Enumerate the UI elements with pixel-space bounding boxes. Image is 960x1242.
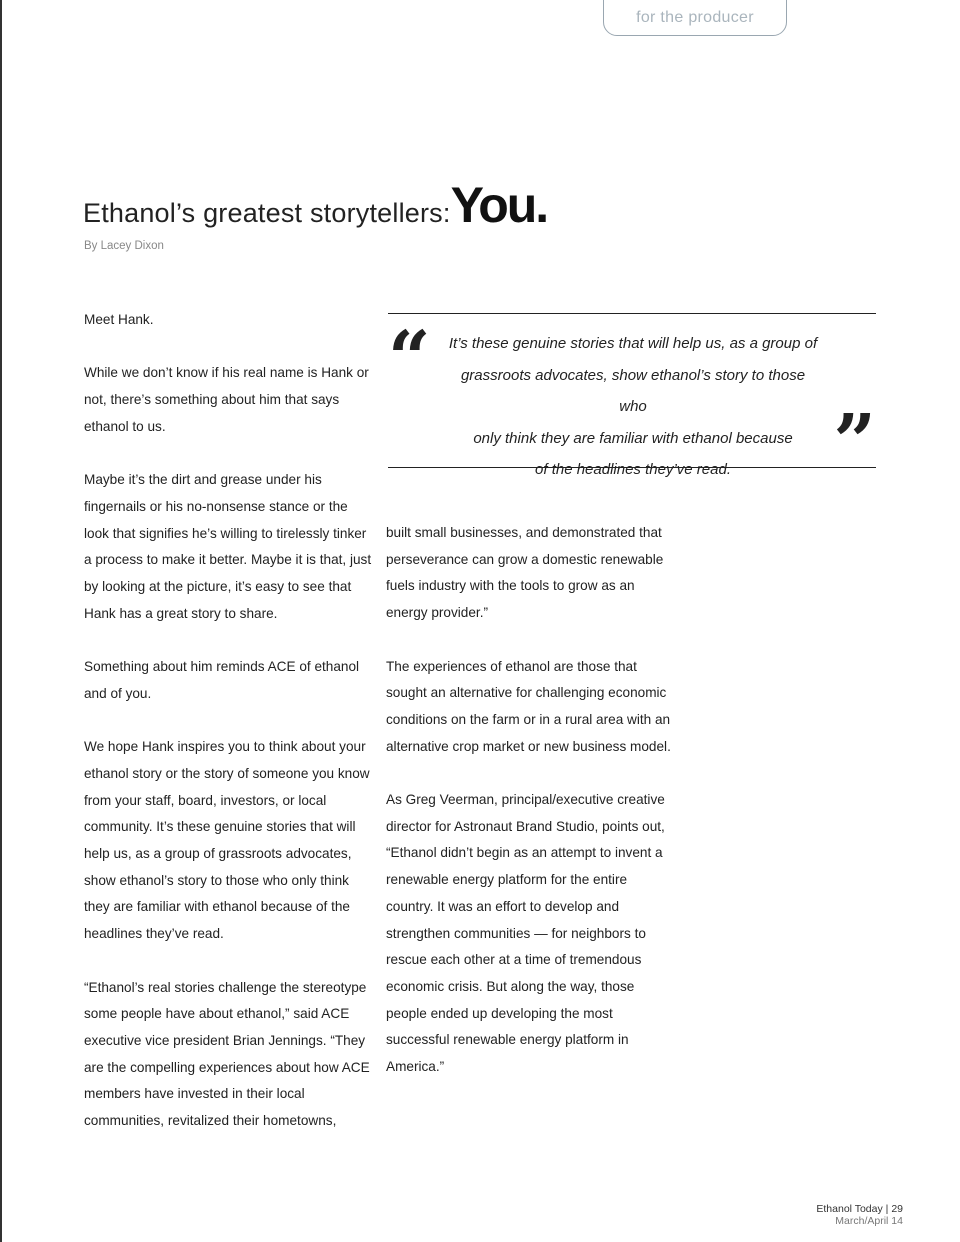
article-title-emphasis: You. — [450, 177, 548, 233]
section-tab-label: for the producer — [636, 9, 754, 26]
byline: By Lacey Dixon — [84, 240, 164, 252]
article-column-2 — [386, 520, 676, 1107]
pull-quote — [388, 313, 876, 485]
close-quote-mark: ” — [833, 399, 876, 485]
page-number: 29 — [891, 1203, 903, 1215]
paragraph: While we don’t know if his real name is Hank or not, there’s something about him that says ethanol to us. — [84, 365, 369, 434]
paragraph: built small businesses, and demonstrated that perseverance can grow a domestic renewable fuels industry with the tools to grow as an energy provider.” — [386, 525, 664, 621]
paragraph: “Ethanol’s real stories challenge the stereotype some people have about ethanol,” said ACE executive vice president Brian Jennings. “They are the compelling experiences about how ACE members have invested in their local communities, revitalized their hometowns, — [84, 979, 370, 1129]
folio-separator: | — [885, 1203, 889, 1215]
paragraph: Meet Hank. — [84, 312, 154, 327]
paragraph: The experiences of ethanol are those that sought an alternative for challenging economic conditions on the farm or in a rural area with an alternative crop market or new business model. — [386, 658, 671, 754]
pull-quote-line: of the headlines they’ve read. — [535, 461, 731, 478]
paragraph: Something about him reminds ACE of ethanol and of you. — [84, 659, 360, 701]
page-edge-bar — [0, 0, 2, 1242]
page-folio — [816, 1203, 903, 1227]
paragraph: We hope Hank inspires you to think about your ethanol story or the story of someone you know from your staff, board, investors, or local community. It’s these genuine stories that will help us, as a group of grassroots advocates, show ethanol’s story to those who only think they are familiar with ethanol because of the headlines they’ve read. — [84, 739, 370, 942]
paragraph: Maybe it’s the dirt and grease under his fingernails or his no-nonsense stance or the look that signifies he’s willing to tirelessly tinker a process to make it better. Maybe it is that, just by looking at the picture, it’s easy to see that Hank has a great story to share. — [84, 472, 372, 621]
pull-quote-line: It’s these genuine stories that will help us, as a group of — [448, 335, 818, 352]
article-column-1 — [84, 307, 374, 1161]
section-tab — [603, 0, 787, 36]
open-quote-mark: “ — [388, 316, 431, 402]
paragraph: As Greg Veerman, principal/executive creative director for Astronaut Brand Studio, points out, “Ethanol didn’t begin as an attempt to invent a renewable energy platform for the entire country. It was an effort to develop and strengthen communities — for neighbors to rescue each other at a time of tremendous economic crisis. But along the way, those people ended up developing the most successful renewable energy platform in America.” — [386, 792, 665, 1075]
pull-quote-line: grassroots advocates, show ethanol’s story to those who — [460, 366, 806, 415]
article-title — [83, 176, 547, 234]
pull-quote-line: only think they are familiar with ethanol because — [473, 429, 793, 447]
publication-name: Ethanol Today — [816, 1203, 883, 1215]
issue-date: March/April 14 — [835, 1215, 903, 1227]
pull-quote-text — [448, 328, 818, 486]
article-title-lead: Ethanol’s greatest storytellers: — [83, 198, 451, 228]
